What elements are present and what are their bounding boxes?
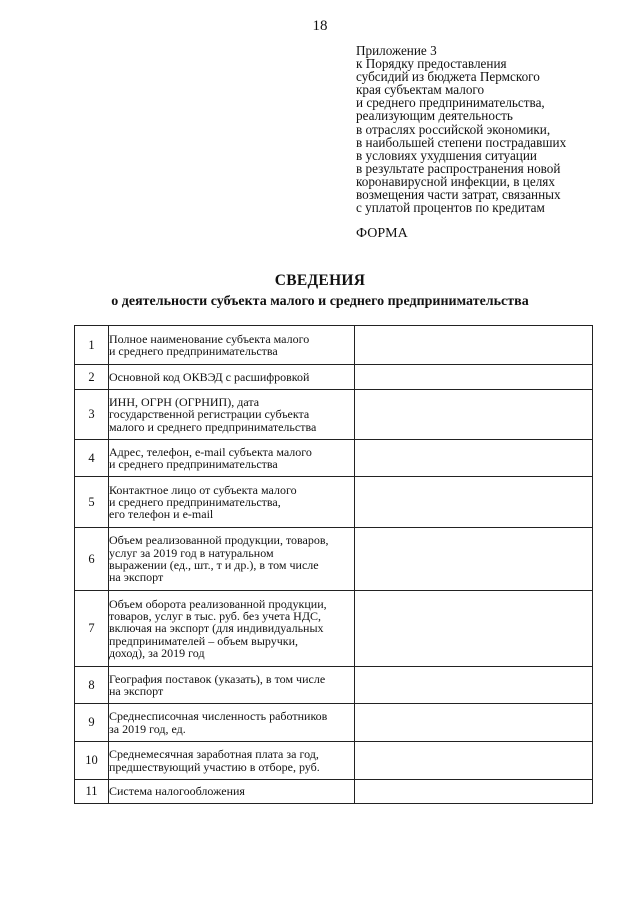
table-row bbox=[75, 326, 593, 365]
row-number: 2 bbox=[75, 365, 109, 390]
row-label bbox=[109, 780, 355, 804]
row-label-line: товаров, услуг в тыс. руб. без учета НДС, bbox=[109, 609, 322, 624]
table-row bbox=[75, 742, 593, 780]
row-label bbox=[109, 326, 355, 365]
value-cell-sales-volume[interactable] bbox=[355, 528, 593, 591]
table-row bbox=[75, 390, 593, 440]
row-label-line: предшествующий участию в отборе, руб. bbox=[109, 759, 320, 774]
row-number: 11 bbox=[75, 780, 109, 804]
row-label-line: и среднего предпринимательства bbox=[109, 344, 278, 358]
row-label bbox=[109, 742, 355, 780]
row-label-line: включая на экспорт (для индивидуальных bbox=[109, 621, 324, 636]
row-label-line: на экспорт bbox=[109, 570, 164, 585]
row-number: 7 bbox=[75, 591, 109, 667]
row-label-line: выражении (ед., шт., т и др.), в том числе bbox=[109, 558, 319, 572]
row-label-line: малого и среднего предпринимательства bbox=[109, 419, 317, 434]
value-cell-geography[interactable] bbox=[355, 667, 593, 704]
row-number: 6 bbox=[75, 528, 109, 591]
row-label-line: Объем оборота реализованной продукции, bbox=[109, 596, 327, 611]
row-label-line: Среднесписочная численность работников bbox=[109, 709, 328, 724]
appendix-line: с уплатой процентов по кредитам bbox=[356, 200, 545, 216]
value-cell-salary[interactable] bbox=[355, 742, 593, 780]
appendix-line: к Порядку предоставления bbox=[356, 56, 507, 72]
row-label-line: Среднемесячная заработная плата за год, bbox=[109, 747, 319, 762]
appendix-line: реализующим деятельность bbox=[356, 108, 513, 124]
row-number: 10 bbox=[75, 742, 109, 780]
row-label bbox=[109, 477, 355, 528]
row-label-line: на экспорт bbox=[109, 684, 164, 698]
row-label bbox=[109, 528, 355, 591]
value-cell-full-name[interactable] bbox=[355, 326, 593, 365]
row-label bbox=[109, 365, 355, 390]
table-row bbox=[75, 440, 593, 477]
appendix-line: Приложение 3 bbox=[356, 43, 437, 58]
row-number: 1 bbox=[75, 326, 109, 365]
row-number: 4 bbox=[75, 440, 109, 477]
page-number: 18 bbox=[312, 18, 328, 34]
row-label-line: услуг за 2019 год в натуральном bbox=[109, 545, 274, 560]
row-number: 5 bbox=[75, 477, 109, 528]
row-label-line: Основной код ОКВЭД с расшифровкой bbox=[109, 369, 310, 384]
table-row bbox=[75, 477, 593, 528]
row-number: 9 bbox=[75, 704, 109, 742]
row-label-line: и среднего предпринимательства bbox=[109, 457, 278, 471]
appendix-line: субсидий из бюджета Пермского bbox=[356, 69, 540, 85]
value-cell-contact[interactable] bbox=[355, 477, 593, 528]
row-label-line: Контактное лицо от субъекта малого bbox=[109, 482, 297, 497]
row-number: 8 bbox=[75, 667, 109, 704]
row-label-line: доход), за 2019 год bbox=[109, 645, 205, 660]
appendix-line: и среднего предпринимательства, bbox=[356, 95, 545, 111]
row-label bbox=[109, 440, 355, 477]
row-label-line: его телефон и e-mail bbox=[109, 507, 214, 522]
appendix-line: в отраслях российской экономики, bbox=[356, 121, 551, 137]
row-label-line: и среднего предпринимательства, bbox=[109, 494, 281, 509]
table-row bbox=[75, 365, 593, 390]
value-cell-okved[interactable] bbox=[355, 365, 593, 390]
value-cell-turnover[interactable] bbox=[355, 591, 593, 667]
value-cell-address[interactable] bbox=[355, 440, 593, 477]
row-label-line: Адрес, телефон, e-mail субъекта малого bbox=[109, 444, 312, 459]
form-label: ФОРМА bbox=[356, 226, 408, 241]
appendix-note bbox=[356, 44, 626, 214]
appendix-line: коронавирусной инфекции, в целях bbox=[356, 173, 555, 189]
row-label-line: Объем реализованной продукции, товаров, bbox=[109, 533, 329, 548]
appendix-line: края субъектам малого bbox=[356, 82, 485, 98]
row-label-line: Система налогообложения bbox=[109, 784, 245, 799]
row-label-line: предпринимателей – объем выручки, bbox=[109, 633, 299, 648]
row-label-line: за 2019 год, ед. bbox=[109, 721, 186, 736]
appendix-line: в условиях ухудшения ситуации bbox=[356, 147, 537, 163]
value-cell-inn-ogrn[interactable] bbox=[355, 390, 593, 440]
row-label-line: Полное наименование субъекта малого bbox=[109, 331, 310, 346]
row-label bbox=[109, 704, 355, 742]
value-cell-headcount[interactable] bbox=[355, 704, 593, 742]
value-cell-tax-system[interactable] bbox=[355, 780, 593, 804]
row-label-line: государственной регистрации субъекта bbox=[109, 407, 310, 422]
document-subtitle: о деятельности субъекта малого и среднего предпринимательства bbox=[111, 294, 529, 309]
row-label-line: ИНН, ОГРН (ОГРНИП), дата bbox=[109, 395, 260, 410]
table-row bbox=[75, 528, 593, 591]
appendix-line: возмещения части затрат, связанных bbox=[356, 187, 561, 203]
table-row bbox=[75, 780, 593, 804]
appendix-line: в результате распространения новой bbox=[356, 160, 561, 176]
info-table bbox=[74, 325, 593, 804]
row-label bbox=[109, 591, 355, 667]
document-title: СВЕДЕНИЯ bbox=[274, 272, 366, 289]
row-label-line: География поставок (указать), в том числе bbox=[109, 671, 326, 686]
row-number: 3 bbox=[75, 390, 109, 440]
row-label bbox=[109, 667, 355, 704]
table-row bbox=[75, 591, 593, 667]
appendix-line: в наибольшей степени пострадавших bbox=[356, 134, 567, 150]
row-label bbox=[109, 390, 355, 440]
table-row bbox=[75, 667, 593, 704]
table-row bbox=[75, 704, 593, 742]
